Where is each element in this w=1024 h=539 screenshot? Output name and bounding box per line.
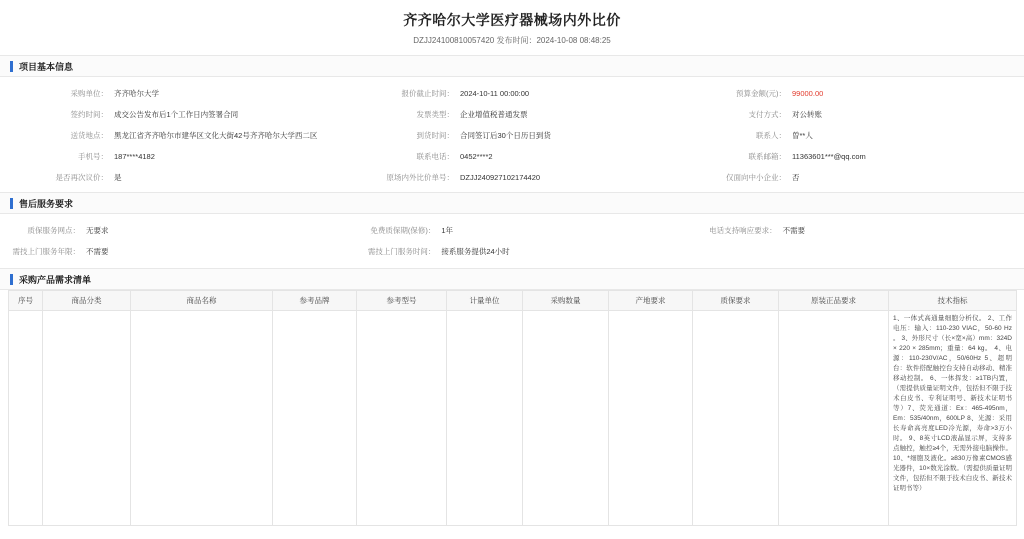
info-value: 企业增值税普通发票 [460,110,528,119]
info-label: 联系邮箱： [748,152,786,161]
cell-warranty [693,311,779,526]
info-value: DZJJ240927102174420 [460,173,541,182]
info-value: 2024-10-11 00:00:00 [460,89,530,98]
info-label: 发票类型： [416,110,454,119]
info-item [683,220,1024,241]
table-header-row [9,291,1017,311]
column-header-name: 商品名称 [131,291,273,311]
info-label: 需技上门服务年限： [12,247,80,256]
info-value: 对公转账 [792,110,822,119]
info-value: 0452****2 [460,152,493,161]
info-value: 齐齐哈尔大学 [114,89,159,98]
info-label: 联系电话： [416,152,454,161]
info-item [28,125,360,146]
section-header-products [0,268,1024,290]
document-header [0,0,1024,55]
section-accent-bar [10,274,13,285]
info-label: 仅面向中小企业： [726,173,786,182]
info-value: 接系服务提供24小时 [441,247,510,256]
info-item [692,83,1024,104]
info-value: 成交公告发布后1个工作日内签署合同 [114,110,239,119]
info-item [28,167,360,188]
section-title-after-sales: 售后服务要求 [19,198,74,209]
product-table [8,290,1017,526]
info-item [360,104,692,125]
after-sales-grid [0,214,1024,268]
cell-genuine [779,311,889,526]
info-value: 1年 [441,226,453,235]
table-row [9,311,1017,526]
cell-index [9,311,43,526]
cell-category [43,311,131,526]
info-label: 采购单位： [70,89,108,98]
info-label: 联系人： [756,131,786,140]
info-value: 曽**人 [792,131,813,140]
info-item [28,104,360,125]
info-label: 报价截止时间： [401,89,454,98]
info-label: 送货地点： [70,131,108,140]
info-label: 需技上门服务时间： [367,247,436,256]
cell-origin [609,311,693,526]
info-label: 免费质保期(保修)： [370,226,436,235]
cell-brand [273,311,357,526]
cell-unit [447,311,523,526]
info-item [28,146,360,167]
info-value: 黑龙江省齐齐哈尔市建华区文化大街42号齐齐哈尔大学西二区 [114,131,318,140]
column-header-category: 商品分类 [43,291,131,311]
info-value: 11363601***@qq.com [792,152,866,161]
column-header-quantity: 采购数量 [523,291,609,311]
info-label: 预算金额(元)： [736,89,786,98]
info-item [360,167,692,188]
product-table-wrapper [0,290,1024,526]
info-label: 支付方式： [748,110,786,119]
info-value: 187****4182 [114,152,155,161]
section-header-basic-info [0,55,1024,77]
info-value: 否 [792,173,800,182]
info-item [360,83,692,104]
info-value-budget: 99000.00 [792,89,824,98]
info-value: 无要求 [86,226,109,235]
column-header-index: 序号 [9,291,43,311]
column-header-unit: 计量单位 [447,291,523,311]
column-header-model: 参考型号 [357,291,447,311]
info-item [0,220,341,241]
info-item [341,241,682,262]
info-label: 手机号： [78,152,108,161]
section-accent-bar [10,61,13,72]
cell-name [131,311,273,526]
section-header-after-sales [0,192,1024,214]
info-label: 原场内外比价单号： [386,173,454,182]
cell-model [357,311,447,526]
document-meta: DZJJ241008100‍57420 发布时间：2024-10-08 08:48:25 [413,36,611,45]
page-title: 齐齐哈尔大学医疗器械场内外比价 [403,12,621,28]
info-label: 电话支持响应要求： [709,226,777,235]
info-label: 质保服务网点： [27,226,80,235]
column-header-warranty: 质保要求 [693,291,779,311]
info-item [341,220,682,241]
column-header-tech: 技术指标 [889,291,1017,311]
info-label: 签约时间： [70,110,108,119]
info-value: 合同签订后30个日历日到货 [460,131,551,140]
cell-tech-spec: 1、一体式高通量细胞分析仪。 2、工作电压：输入：110-230 VIAC，50-60 Hz 。 3、外形尺寸（长×宽×高）mm：324D × 220 × 285mm；重量：64 kg。 4、电源：110-230V/AC，50/60Hz 5、超明台：软件搭配触控台支持自动移动、精准移动控制。 6、一体挥发：≥1TB内置，（需提供质量证明文件，包括但不限于技术白皮书、专利证明号、新技术证明书等）7、荧光通道：Ex：465-495nm，Em：535/40nm，600LP 8、光源：采用长寿命高亮度LED冷光源，寿命>3万小时。 9、8英寸LCD液晶显示屏，支持多点触控，触控≥4个，无需外接电脑操作。 10、*细胞及液化。≥830万像素CMOS感光器件，10×数光涂数。（需提供质量证明文件，包括但不限于技术白皮书、新技术证明书等） [889,311,1017,526]
section-title-basic-info: 项目基本信息 [19,61,74,72]
info-item [692,146,1024,167]
info-item [692,167,1024,188]
info-label: 到货时间： [416,131,454,140]
info-value: 不需要 [86,247,109,256]
section-title-products: 采购产品需求清单 [19,274,92,285]
info-item [692,125,1024,146]
column-header-genuine: 原装正品要求 [779,291,889,311]
info-item [28,83,360,104]
column-header-origin: 产地要求 [609,291,693,311]
basic-info-grid [0,77,1024,192]
info-item [360,125,692,146]
column-header-brand: 参考品牌 [273,291,357,311]
info-label: 是否再次议价： [55,173,108,182]
info-item [692,104,1024,125]
info-item [0,241,341,262]
info-value: 是 [114,173,122,182]
info-value: 不需要 [782,226,806,235]
section-accent-bar [10,198,13,209]
info-item [360,146,692,167]
info-item [683,241,1024,262]
cell-quantity [523,311,609,526]
